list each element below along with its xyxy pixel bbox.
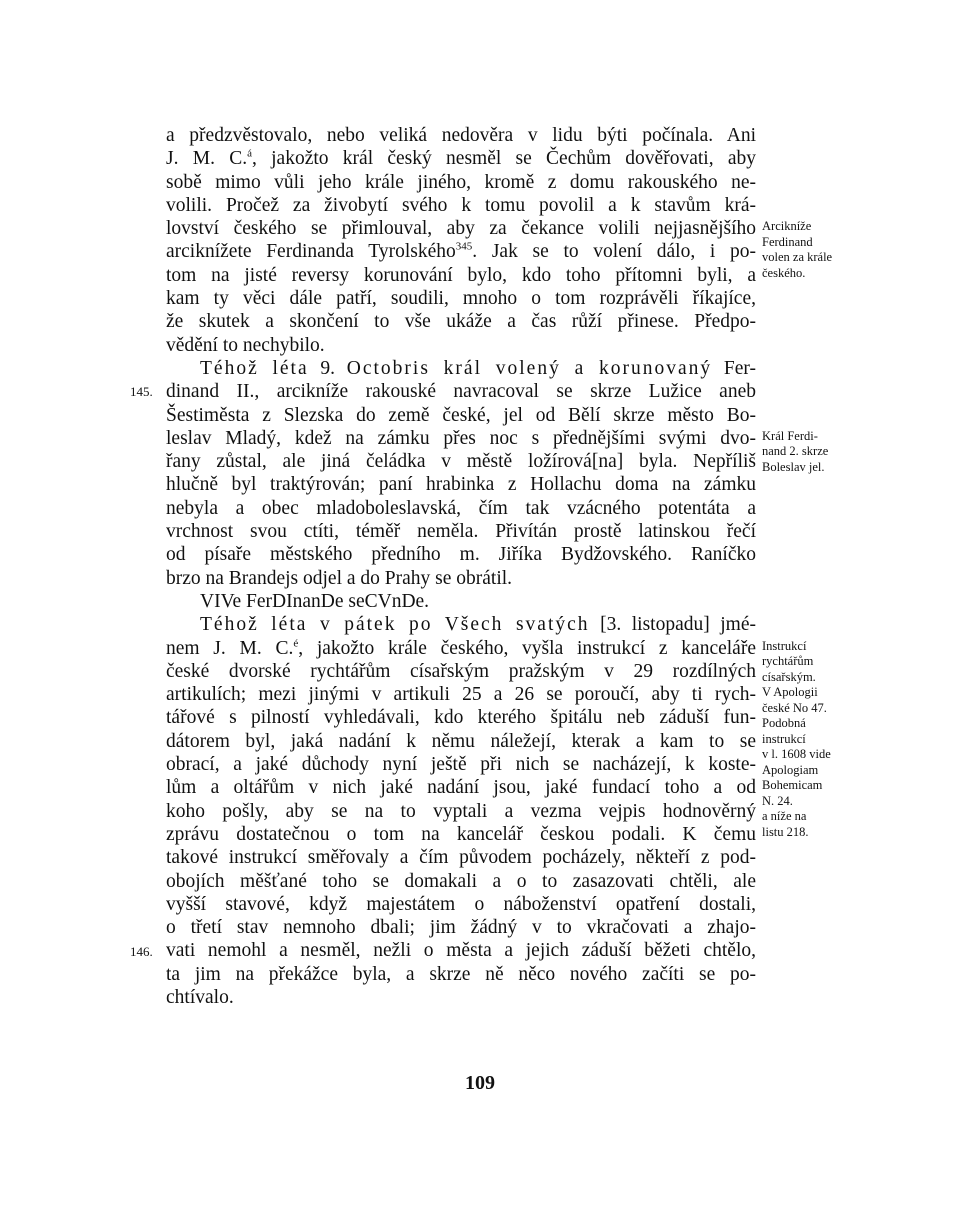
text-line: Šestiměsta z Slezska do země české, jel od Bělí skrze město Bo- [166, 404, 756, 426]
side-note-line: N. 24. [762, 793, 793, 808]
text-line: J. M. C.$^á$, jakožto král český nesměl se Čechům dověřovati, aby [166, 147, 756, 170]
text-line: dinand II., arcikníže rakouské navracoval se skrze Lužice aneb [166, 381, 756, 403]
text-line: vědění to nechybilo. [166, 334, 325, 356]
section-number: 145. [130, 384, 153, 400]
text-line: české dvorské rychtářům císařským pražským v 29 rozdílných [166, 660, 756, 682]
text-line: od písaře městského předního m. Jiříka Bydžovského. Raníčko [166, 544, 756, 566]
text-line: dátorem byl, jaká nadání k němu náležejí, kterak a kam to se [166, 730, 756, 752]
side-note-line: Bohemicam [762, 778, 823, 793]
text-line: Téhož léta v pátek po Všech svatých [3. listopadu] jmé- [200, 614, 756, 636]
text-line: hlučně byl traktýrován; paní hrabinka z Hollachu doma na zámku [166, 474, 756, 496]
section-number: 146. [130, 943, 153, 959]
text-line: arciknížete Ferdinanda Tyrolského$^{345}$. Jak se to volení dálo, i po- [166, 240, 756, 263]
side-note-line: Ferdinand [762, 234, 813, 249]
text-line: koho pošly, aby se na to vyptali a vezma vejpis hodnověrný [166, 800, 756, 822]
side-note-line: rychtářům [762, 654, 814, 669]
side-note-line: a níže na [762, 809, 807, 824]
text-line: lovství českého se přimlouval, aby za čekance volili nejjasnějšího [166, 218, 756, 240]
text-line: Téhož léta 9. Octobris král volený a korunovaný Fer- [200, 357, 756, 379]
text-line: brzo na Brandejs odjel a do Prahy se obrátil. [166, 567, 513, 589]
side-note-line: volen za krále [762, 250, 833, 265]
side-note-line: nand 2. skrze [762, 444, 829, 459]
side-note [762, 429, 862, 476]
text-line: sobě mimo vůli jeho krále jiného, kromě z domu rakouského ne- [166, 171, 756, 193]
text-line: ta jim na překážce byla, a skrze ně něco nového začíti se po- [166, 963, 756, 985]
side-note-line: českého. [762, 265, 806, 280]
text-line: vrchnost svou ctíti, téměř neměla. Přivítán prostě latinskou řečí [166, 521, 756, 543]
text-line: a předzvěstovalo, nebo veliká nedověra v lidu býti počínala. Ani [166, 125, 756, 146]
text-line: kam ty věci dále patří, soudili, mnoho o tom rozprávěli říkajíce, [166, 288, 756, 310]
text-line: obojích měšťané toho se domakali a o to zasazovati chtěli, ale [166, 870, 756, 892]
side-note-line: Arcikníže [762, 219, 812, 234]
text-line: leslav Mladý, kdež na zámku přes noc s přednějšími svými dvo- [166, 427, 756, 449]
text-line: tářové s pilností vyhledávali, kdo kterého špitálu neb záduší fun- [166, 707, 756, 729]
side-note-line: instrukcí [762, 731, 806, 746]
text-line: nem J. M. C.$^é$, jakožto krále českého, vyšla instrukcí z kanceláře [166, 637, 756, 659]
main-text [166, 124, 756, 1009]
text-line: nebyla a obec mladoboleslavská, čím tak vzácného potentáta a [166, 497, 756, 519]
text-line: vati nemohl a nesměl, nežli o města a jejich záduší běžeti chtělo, [166, 940, 756, 962]
text-line: že skutek a skončení to vše ukáže a čas růží přinese. Předpo- [166, 311, 756, 333]
text-line: lům a oltářům v nich jaké nadání jsou, jaké fundací toho a od [166, 777, 756, 799]
text-line: vyšší stavové, když majestátem o náboženství opatření dostali, [166, 893, 756, 915]
text-line: volili. Pročež za živobytí svého k tomu povolil a k stavům krá- [166, 194, 756, 216]
text-line: VIVe FerDInanDe seCVnDe. [200, 590, 430, 612]
side-note [762, 639, 862, 841]
side-note-line: Boleslav jel. [762, 459, 825, 474]
side-note [762, 219, 862, 281]
side-note-line: Apologiam [762, 762, 819, 777]
side-note-line: Instrukcí [762, 638, 807, 653]
text-line: zprávu dostatečnou o tom na kancelář českou podali. K čemu [166, 823, 756, 845]
side-note-line: císařským. [762, 669, 816, 684]
side-note-line: listu 218. [762, 824, 809, 839]
text-line: o třetí stav nemnoho dbali; jim žádný v to vkračovati a zhajo- [166, 917, 756, 939]
side-note-line: v l. 1608 vide [762, 747, 831, 762]
side-note-line: Král Ferdi- [762, 428, 818, 443]
text-line: řany zůstal, ale jiná čeládka v městě ložírová[na] byla. Nepříliš [166, 451, 756, 473]
text-line: tom na jisté reversy korunování bylo, kdo toho přítomni byli, a [166, 264, 756, 286]
text-line: obrací, a jaké důchody nyní ještě při nich se nacházejí, k koste- [166, 754, 756, 776]
side-note-line: V Apologii [762, 685, 818, 700]
side-note-line: Podobná [762, 716, 806, 731]
page-number: 109 [465, 1072, 495, 1094]
text-line: chtívalo. [166, 986, 234, 1008]
text-line: takové instrukcí směřovaly a čím původem pocházely, někteří z pod- [166, 847, 756, 869]
text-line: artikulích; mezi jinými v artikuli 25 a 26 se poroučí, aby ti rych- [166, 684, 756, 706]
side-note-line: české No 47. [762, 700, 827, 715]
